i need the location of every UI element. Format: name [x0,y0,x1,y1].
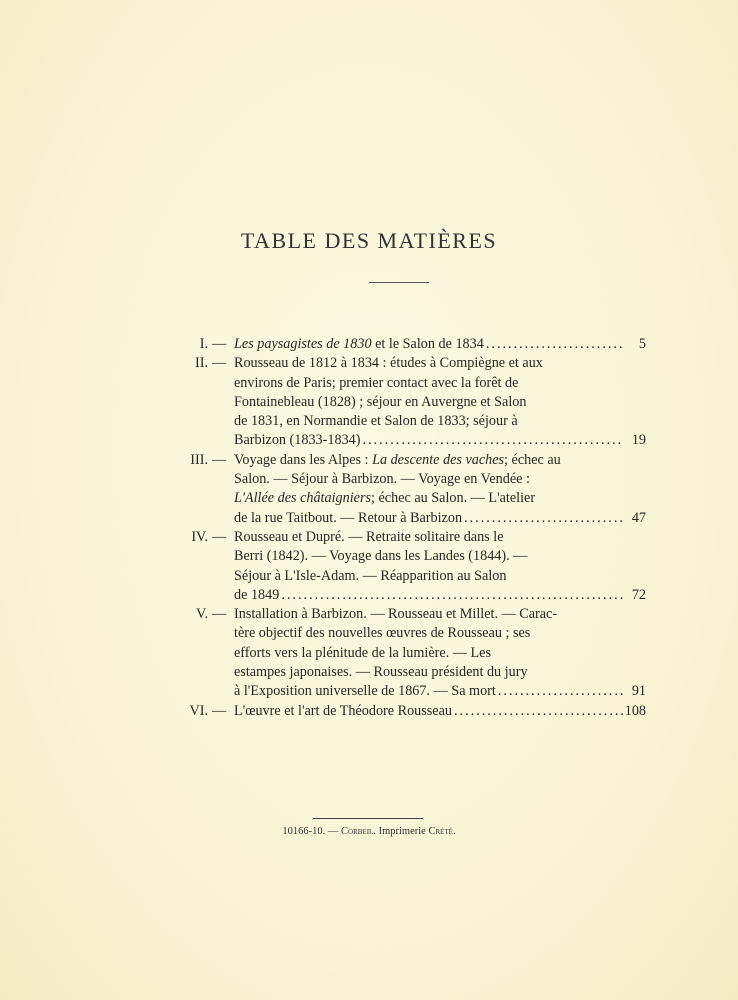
chapter-dash: — [212,606,227,623]
chapter-line: Salon. — Séjour à Barbizon. — Voyage en Vendée : [234,471,530,488]
chapter-line: estampes japonaises. — Rousseau président du jury [234,664,528,681]
chapter-line: Installation à Barbizon. — Rousseau et Millet. — Carac- [234,606,558,623]
leader-dots [454,702,624,721]
toc-entry-6[interactable] [168,702,646,721]
chapter-line: Berri (1842). — Voyage dans les Landes (1844). — [234,548,528,565]
chapter-number: IV. [191,528,208,545]
printer-imprint [0,826,738,837]
chapter-line: Rousseau de 1812 à 1834 : études à Compiègne et aux [234,355,543,372]
leader-dots [464,509,624,528]
chapter-text: ; échec au Salon. — L'atelier [371,490,536,507]
chapter-dash: — [212,336,227,352]
chapter-line-last: de la rue Taitbout. — Retour à Barbizon [234,509,463,526]
title-divider [369,282,429,283]
chapter-line: de 1831, en Normandie et Salon de 1833; séjour à [234,413,518,430]
chapter-line [234,489,646,508]
page-number: 108 [624,702,646,719]
imprint-printer: Crété [428,826,453,837]
page-number: 5 [638,336,646,352]
leader-dots [498,682,624,701]
leader-dots [281,586,624,605]
chapter-line-last: L'œuvre et l'art de Théodore Rousseau [234,702,452,719]
chapter-text: Voyage dans les Alpes : [234,451,373,468]
imprint-code: 10166-10. — [282,826,342,837]
chapter-title-text: et le Salon de 1834 [371,336,484,352]
chapter-number: II. [195,355,208,372]
chapter-text: ; échec au [504,451,561,468]
table-of-contents [168,335,646,721]
chapter-line: efforts vers la plénitude de la lumière. — Les [234,644,491,661]
chapter-line [234,451,646,470]
imprint-mid: . Imprimerie [373,826,429,837]
toc-entry-4[interactable] [168,528,646,605]
imprint-divider [313,818,423,819]
page-number: 47 [631,509,646,526]
chapter-title [234,335,484,354]
chapter-dash: — [212,702,227,719]
chapter-line: Fontainebleau (1828) ; séjour en Auvergne et Salon [234,393,527,410]
leader-dots [486,335,624,354]
chapter-title-italic: Les paysagistes de 1830 [234,336,372,352]
chapter-text-italic: L'Allée des châtaigniers [234,490,372,507]
imprint-city: Corbeil [341,826,374,837]
chapter-line: Rousseau et Dupré. — Retraite solitaire dans le [234,528,504,545]
toc-entry-5[interactable] [168,605,646,701]
page-number: 19 [631,432,646,449]
imprint-end: . [452,826,456,837]
chapter-line: environs de Paris; premier contact avec la forêt de [234,374,519,391]
toc-entry-3[interactable] [168,451,646,528]
toc-entry-2[interactable] [168,354,646,450]
chapter-number: I. [199,336,208,352]
chapter-dash: — [212,528,227,545]
page-number: 91 [631,683,646,700]
chapter-number: III. [190,451,208,468]
page-title: TABLE DES MATIÈRES [240,228,498,253]
chapter-line-last: Barbizon (1833-1834) [234,432,361,449]
chapter-text-italic: La descente des vaches [372,451,505,468]
chapter-dash: — [212,451,227,468]
chapter-line-last: à l'Exposition universelle de 1867. — Sa mort [234,683,496,700]
chapter-line: Séjour à L'Isle-Adam. — Réapparition au Salon [234,567,507,584]
page-number: 72 [631,586,646,603]
chapter-line-last: de 1849 [234,586,280,603]
leader-dots [362,431,624,450]
chapter-line: tère objectif des nouvelles œuvres de Rousseau ; ses [234,625,531,642]
chapter-number: V. [196,606,208,623]
chapter-number: VI. [189,702,208,719]
toc-entry-1[interactable] [168,335,646,354]
chapter-dash: — [212,355,227,372]
